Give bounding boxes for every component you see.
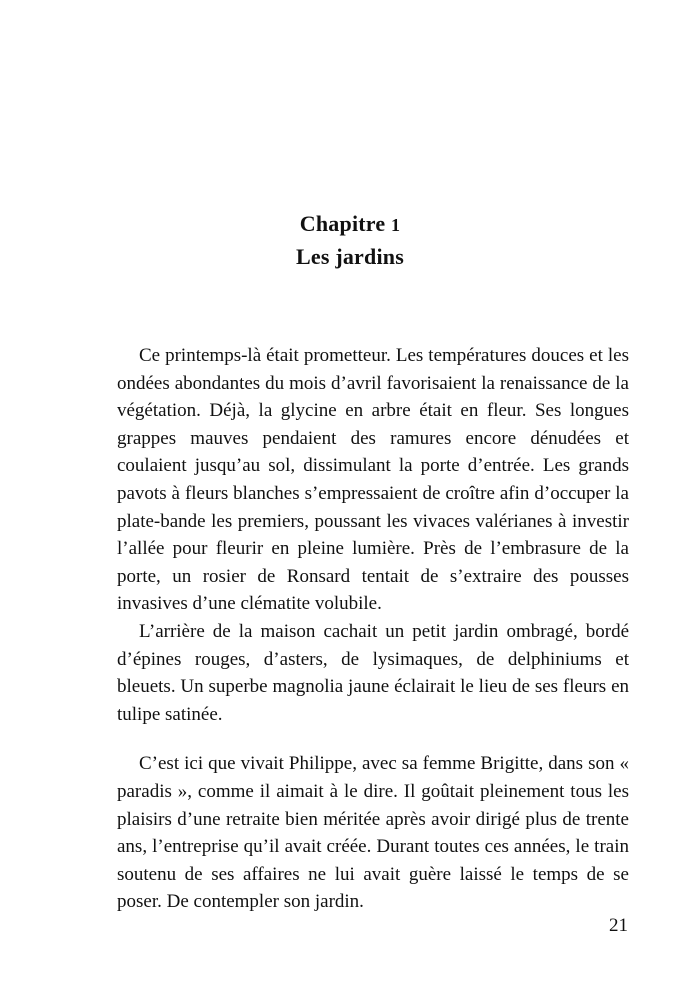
paragraph: Ce printemps-là était prometteur. Les températures douces et les ondées abondantes du mois d’avril favorisaient la renaissance de la végétation. Déjà, la glycine en arbre était en fleur. Ses longues grappes mauves pendaient des ramures encore dénudées et coulaient jusqu’au sol, dissimulant la porte d’entrée. Les grands pavots à fleurs blanches s’empressaient de croître afin d’occuper la plate-bande les premiers, poussant les vivaces valérianes à investir l’allée pour fleurir en pleine lumière. Près de l’embrasure de la porte, un rosier de Ronsard tentait de s’extraire des pousses invasives d’une clématite volubile.	[117, 345, 629, 615]
chapter-label-line	[0, 208, 700, 241]
chapter-title: Les jardins	[296, 244, 404, 269]
body-text	[117, 342, 629, 916]
page-number: 21	[609, 915, 628, 936]
paragraph-spacer	[117, 728, 629, 750]
chapter-label: Chapitre	[299, 211, 386, 236]
chapter-number: 1	[391, 215, 401, 235]
paragraph: L’arrière de la maison cachait un petit jardin ombragé, bordé d’épines rouges, d’asters, de lysimaques, de delphiniums et bleuets. Un superbe magnolia jaune éclairait le lieu de ses fleurs en tulipe satinée.	[117, 620, 629, 725]
chapter-heading	[0, 208, 700, 273]
paragraph: C’est ici que vivait Philippe, avec sa femme Brigitte, dans son « paradis », comme il aimait à le dire. Il goûtait pleinement tous les plaisirs d’une retraite bien méritée après avoir dirigé plus de trente ans, l’entreprise qu’il avait créée. Durant toutes ces années, le train soutenu de ses affaires ne lui avait guère laissé le temps de se poser. De contempler son jardin.	[117, 753, 629, 913]
